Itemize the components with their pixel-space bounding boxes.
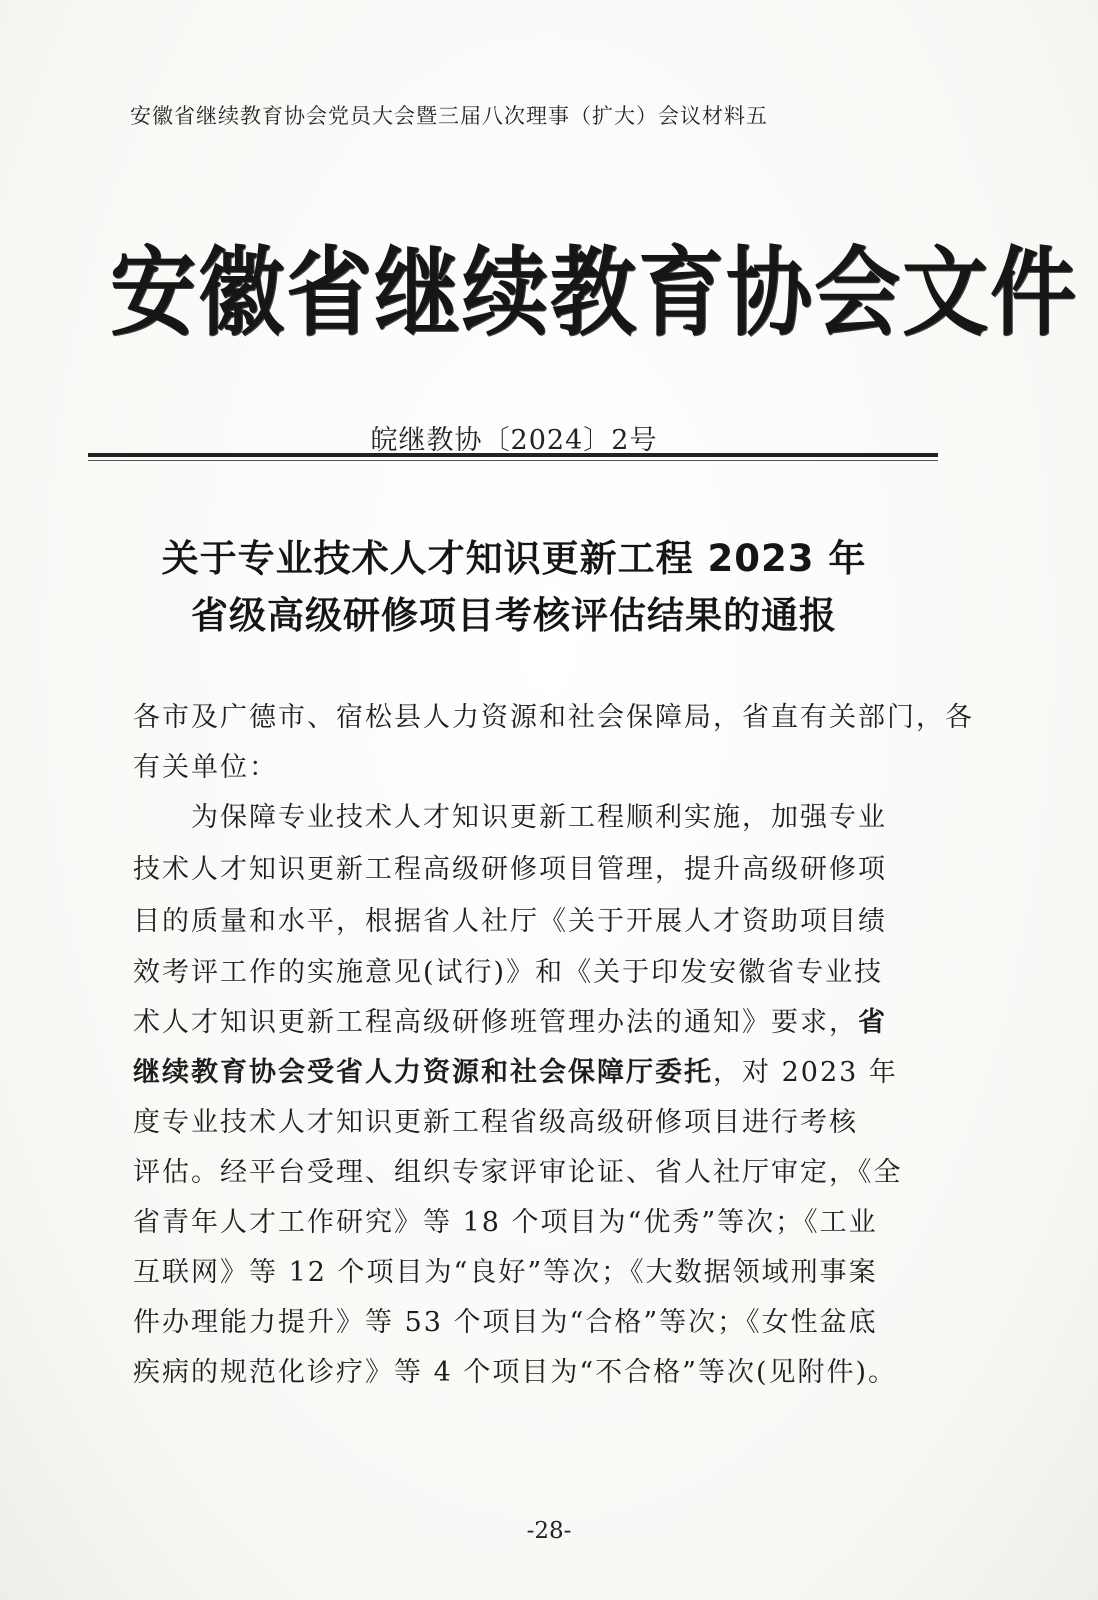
body-line-5 — [133, 1000, 893, 1039]
body-line-7: 度专业技术人才知识更新工程省级高级研修项目进行考核 — [133, 1107, 858, 1138]
document-masthead: 安徽省继续教育协会文件 — [110, 237, 1078, 350]
salutation-line-1: 各市及广德市、宿松县人力资源和社会保障局，省直有关部门，各 — [133, 702, 974, 733]
body-line-3: 目的质量和水平，根据省人社厅《关于开展人才资助项目绩 — [133, 906, 887, 937]
body-line-5-text: 术人才知识更新工程高级研修班管理办法的通知》要求， — [133, 1007, 858, 1038]
body-bold-fragment-a: 省 — [858, 1007, 887, 1038]
body-line-11: 件办理能力提升》等 53 个项目为“合格”等次；《女性盆底 — [133, 1307, 878, 1338]
body-line-6-tail: ，对 2023 年 — [713, 1057, 898, 1088]
masthead-divider — [88, 453, 938, 457]
body-line-6 — [133, 1050, 898, 1089]
document-title-line-2: 省级高级研修项目考核评估结果的通报 — [191, 594, 837, 637]
document-number: 皖继教协〔2024〕2号 — [370, 425, 658, 456]
body-bold-fragment-b: 继续教育协会受省人力资源和社会保障厅委托 — [133, 1057, 713, 1088]
document-title-line-1: 关于专业技术人才知识更新工程 2023 年 — [161, 537, 867, 580]
meeting-material-note: 安徽省继续教育协会党员大会暨三届八次理事（扩大）会议材料五 — [130, 104, 768, 128]
page-number: -28- — [526, 1518, 572, 1544]
body-line-12: 疾病的规范化诊疗》等 4 个项目为“不合格”等次(见附件)。 — [133, 1357, 898, 1388]
body-line-9: 省青年人才工作研究》等 18 个项目为“优秀”等次；《工业 — [133, 1207, 878, 1238]
body-line-4: 效考评工作的实施意见(试行)》和《关于印发安徽省专业技 — [133, 957, 884, 988]
salutation-line-2: 有关单位： — [133, 752, 278, 783]
body-line-8: 评估。经平台受理、组织专家评审论证、省人社厅审定，《全 — [133, 1157, 903, 1188]
body-line-10: 互联网》等 12 个项目为“良好”等次；《大数据领域刑事案 — [133, 1257, 878, 1288]
body-line-2: 技术人才知识更新工程高级研修项目管理，提升高级研修项 — [133, 854, 887, 885]
body-line-1: 为保障专业技术人才知识更新工程顺利实施，加强专业 — [133, 802, 887, 833]
